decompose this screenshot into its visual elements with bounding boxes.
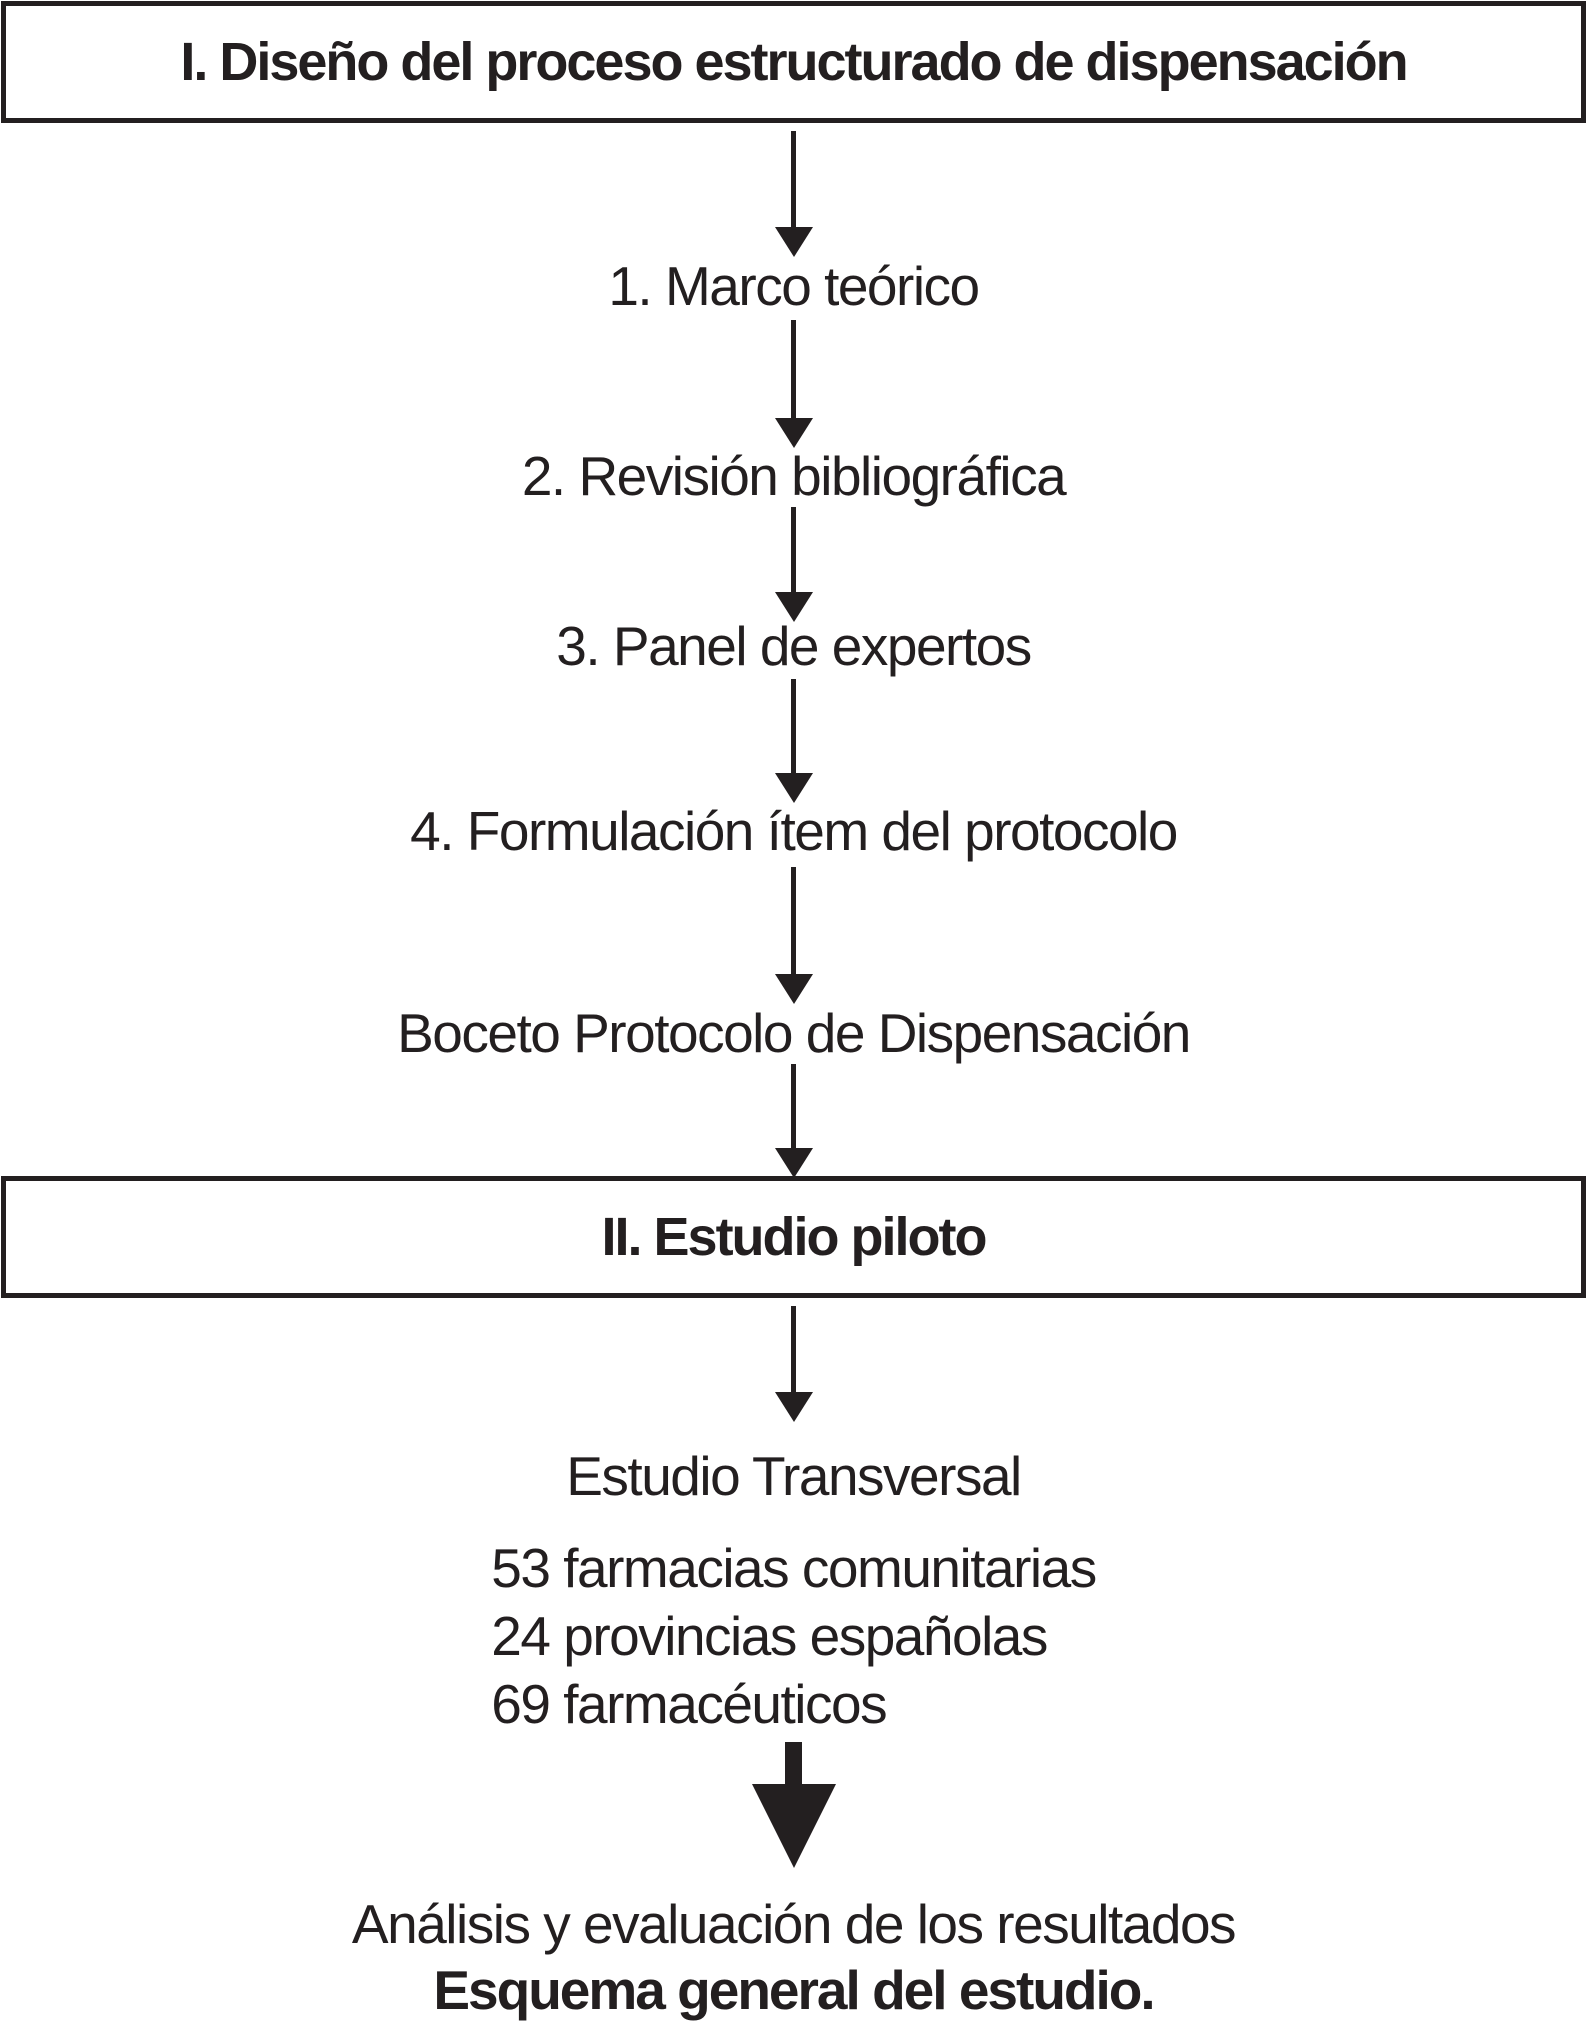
arrow-stem <box>791 1306 796 1392</box>
phase-box-pilot <box>1 1176 1586 1298</box>
phase-1-title: I. Diseño del proceso estructurado de dispensación <box>180 32 1407 92</box>
step-label-5: Boceto Protocolo de Dispensación <box>397 1002 1190 1064</box>
caption-analysis: Análisis y evaluación de los resultados <box>351 1893 1236 1955</box>
stat-pharmacists: 69 farmacéuticos <box>491 1673 887 1735</box>
arrow-stem <box>785 1742 802 1784</box>
step-label-1: 1. Marco teórico <box>608 255 979 317</box>
arrow-down-icon <box>775 867 813 1004</box>
arrow-head <box>775 227 813 257</box>
step-label-4: 4. Formulación ítem del protocolo <box>410 800 1177 862</box>
arrow-head <box>775 773 813 803</box>
arrow-head <box>775 418 813 448</box>
phase-2-title: II. Estudio piloto <box>601 1207 986 1267</box>
pilot-stats-list <box>491 1534 1095 1738</box>
phase-box-design <box>1 1 1586 123</box>
arrow-down-icon <box>775 1306 813 1422</box>
caption-figure-title: Esquema general del estudio. <box>433 1959 1154 2021</box>
arrow-down-icon <box>775 679 813 803</box>
step-label-3: 3. Panel de expertos <box>556 615 1031 677</box>
step-label-2: 2. Revisión bibliográfica <box>521 445 1066 507</box>
arrow-head <box>775 1392 813 1422</box>
stat-pharmacies: 53 farmacias comunitarias <box>491 1537 1096 1599</box>
study-type-label: Estudio Transversal <box>566 1445 1021 1507</box>
arrow-down-icon <box>775 131 813 257</box>
arrow-stem <box>791 679 796 773</box>
stat-provinces: 24 provincias españolas <box>491 1605 1047 1667</box>
arrow-head <box>775 1148 813 1178</box>
arrow-stem <box>791 1064 796 1148</box>
thick-arrow-down-icon <box>752 1742 836 1868</box>
arrow-stem <box>791 867 796 974</box>
arrow-head <box>752 1784 836 1868</box>
arrow-down-icon <box>775 507 813 622</box>
arrow-stem <box>791 507 796 592</box>
arrow-down-icon <box>775 1064 813 1178</box>
arrow-stem <box>791 320 796 418</box>
arrow-down-icon <box>775 320 813 448</box>
arrow-head <box>775 974 813 1004</box>
arrow-stem <box>791 131 796 227</box>
